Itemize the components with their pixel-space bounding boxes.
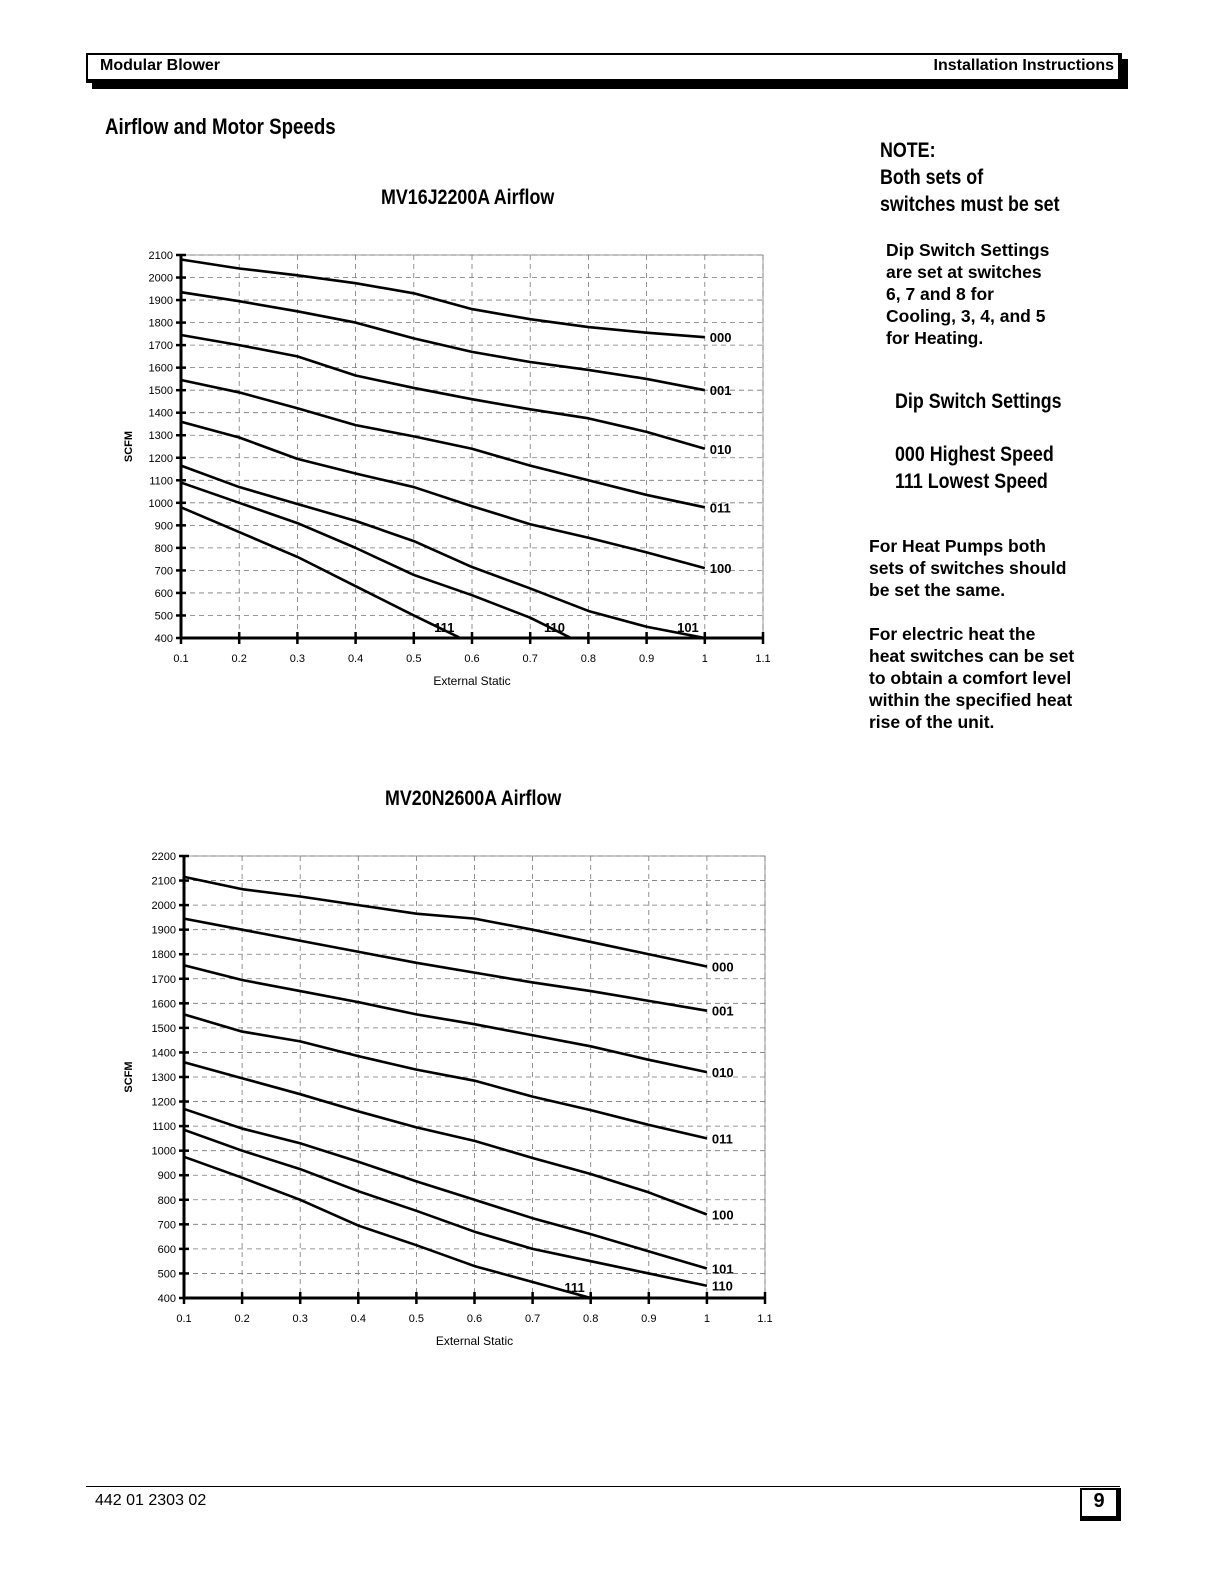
- chart2-series-label-010: 010: [711, 1065, 734, 1081]
- chart1-y-tick-label: 600: [154, 587, 173, 600]
- chart1-y-tick-label: 700: [154, 565, 173, 578]
- speed-lowest: 111 Lowest Speed: [895, 470, 1048, 493]
- chart1-series-line-010: [181, 335, 705, 449]
- text-line: are set at switches: [886, 262, 1042, 282]
- chart2-y-axis-label: SCFM: [123, 1061, 135, 1093]
- chart2-y-tick-label: 1700: [151, 973, 176, 986]
- chart1-x-tick-label: 1: [701, 653, 708, 665]
- chart2-series-line-110: [184, 1130, 707, 1286]
- chart2-y-tick-label: 2100: [151, 875, 176, 888]
- chart1-x-tick-label: 0.7: [522, 653, 538, 665]
- chart2-x-axis-label: External Static: [435, 1334, 514, 1348]
- chart2-y-tick-label: 600: [157, 1243, 176, 1256]
- chart1-series-line-111: [181, 507, 460, 638]
- chart1-x-tick-label: 0.3: [289, 653, 306, 665]
- chart1-y-tick-label: 1600: [148, 362, 173, 375]
- chart1-y-axis-label: SCFM: [123, 430, 135, 463]
- chart2-y-tick-label: 400: [157, 1293, 176, 1305]
- chart2-series-label-000: 000: [711, 959, 734, 975]
- text-line: heat switches can be set: [869, 646, 1075, 666]
- chart1-series-label-010: 010: [709, 441, 732, 457]
- chart2-y-tick-label: 2200: [151, 851, 176, 863]
- chart1-x-tick-label: 0.2: [231, 653, 247, 665]
- chart1-y-tick-label: 1300: [148, 430, 173, 443]
- text-line: 6, 7 and 8 for: [886, 284, 994, 304]
- text-line: sets of switches should: [869, 558, 1067, 578]
- chart1-series-label-101: 101: [677, 620, 699, 635]
- chart1-y-tick-label: 1200: [148, 452, 173, 465]
- chart2-y-tick-label: 1000: [151, 1145, 176, 1158]
- text-line: Dip Switch Settings: [886, 240, 1050, 260]
- note-text: Both sets of: [880, 166, 984, 189]
- chart1-x-tick-label: 0.8: [580, 653, 597, 665]
- chart2-x-tick-label: 0.5: [408, 1313, 425, 1325]
- section-title: Airflow and Motor Speeds: [105, 114, 336, 139]
- chart2-x-tick-label: 1: [703, 1313, 710, 1325]
- text-line: for Heating.: [886, 328, 984, 348]
- dip-title: Dip Switch Settings: [895, 390, 1062, 413]
- header-section: Installation Instructions: [933, 57, 1114, 74]
- chart2-x-tick-label: 0.7: [524, 1313, 541, 1325]
- speed-highest: 000 Highest Speed: [895, 443, 1054, 466]
- chart1-y-tick-label: 1800: [148, 317, 173, 330]
- chart2-y-tick-label: 1600: [151, 998, 176, 1011]
- text-line: rise of the unit.: [869, 712, 995, 732]
- chart2-x-tick-label: 0.3: [292, 1313, 308, 1325]
- chart2-y-tick-label: 500: [157, 1268, 176, 1281]
- chart1-y-tick-label: 1700: [148, 340, 173, 353]
- chart2-x-tick-label: 0.4: [350, 1313, 366, 1325]
- chart2-y-tick-label: 1800: [151, 949, 176, 962]
- chart2-x-tick-label: 0.6: [466, 1313, 483, 1325]
- chart2-y-tick-label: 900: [157, 1170, 176, 1183]
- chart2-y-tick-label: 800: [157, 1194, 176, 1207]
- chart1-series-line-000: [181, 260, 705, 338]
- chart2-series-line-001: [184, 919, 707, 1011]
- chart2-series-line-011: [184, 1014, 707, 1138]
- chart1-title: MV16J2200A Airflow: [381, 186, 555, 209]
- chart1-series-label-001: 001: [709, 383, 732, 399]
- chart1-series-label-111: 111: [434, 620, 455, 635]
- chart1-y-tick-label: 800: [154, 542, 173, 555]
- chart1-y-tick-label: 1100: [149, 475, 173, 488]
- text-line: within the specified heat: [869, 690, 1073, 710]
- chart2-series-line-010: [184, 965, 707, 1072]
- chart2-y-tick-label: 1900: [151, 924, 176, 937]
- chart1-y-tick-label: 400: [154, 633, 173, 645]
- chart2-series-label-111: 111: [564, 1280, 585, 1295]
- chart1-series-line-110: [181, 483, 571, 638]
- chart1-y-tick-label: 1000: [148, 497, 173, 510]
- chart2-y-tick-label: 2000: [151, 900, 176, 913]
- text-line: be set the same.: [869, 580, 1006, 600]
- chart2-x-tick-label: 0.1: [176, 1313, 192, 1325]
- chart1-series-label-000: 000: [709, 330, 732, 346]
- chart2-series-label-001: 001: [711, 1003, 734, 1019]
- chart1-x-axis-label: External Static: [433, 674, 511, 688]
- note-text: switches must be set: [880, 193, 1060, 216]
- chart1-series-label-110: 110: [543, 620, 565, 635]
- chart1-x-tick-label: 0.6: [464, 653, 480, 665]
- chart2-series-label-110: 110: [711, 1278, 733, 1294]
- chart1-y-tick-label: 1500: [148, 385, 173, 398]
- chart2-series-line-000: [184, 877, 707, 967]
- chart1-y-tick-label: 500: [154, 610, 173, 623]
- footer-rule: [86, 1486, 1120, 1487]
- chart1-x-tick-label: 0.9: [638, 653, 655, 665]
- chart1-y-tick-label: 1400: [148, 407, 173, 420]
- note-label: NOTE:: [880, 139, 936, 162]
- chart2-y-tick-label: 700: [157, 1219, 176, 1232]
- chart2-y-tick-label: 1300: [151, 1072, 176, 1084]
- chart1-y-tick-label: 2100: [148, 250, 173, 262]
- chart1-series-label-011: 011: [709, 500, 731, 516]
- document-number: 442 01 2303 02: [95, 1492, 207, 1509]
- chart1-series-line-101: [181, 466, 705, 638]
- header-title: Modular Blower: [100, 57, 221, 74]
- text-line: Cooling, 3, 4, and 5: [886, 306, 1046, 326]
- chart1-x-tick-label: 0.4: [347, 653, 364, 665]
- chart1-y-tick-label: 1900: [148, 295, 173, 308]
- chart2-x-tick-label: 1.1: [757, 1313, 773, 1325]
- chart2-y-tick-label: 1100: [152, 1121, 176, 1134]
- chart1-series-label-100: 100: [709, 561, 732, 577]
- chart1-x-tick-label: 1.1: [755, 653, 771, 665]
- chart1-series-line-001: [181, 292, 705, 390]
- chart2-x-tick-label: 0.8: [583, 1313, 599, 1325]
- page-number: 9: [1080, 1488, 1121, 1521]
- text-line: to obtain a comfort level: [869, 668, 1072, 688]
- chart1-y-tick-label: 2000: [148, 272, 173, 285]
- chart2-y-tick-label: 1500: [151, 1022, 176, 1035]
- text-line: For electric heat the: [869, 624, 1036, 644]
- chart2-title: MV20N2600A Airflow: [385, 787, 562, 810]
- text-line: For Heat Pumps both: [869, 536, 1046, 556]
- chart2-x-tick-label: 0.2: [234, 1313, 250, 1325]
- chart2-series-label-101: 101: [711, 1261, 734, 1277]
- chart2-y-tick-label: 1200: [151, 1096, 176, 1109]
- chart1-y-tick-label: 900: [154, 520, 173, 533]
- chart2-y-tick-label: 1400: [151, 1047, 176, 1060]
- chart2-series-line-111: [184, 1157, 591, 1298]
- chart2-x-tick-label: 0.9: [641, 1313, 657, 1325]
- chart1-x-tick-label: 0.5: [406, 653, 422, 665]
- chart1-x-tick-label: 0.1: [173, 653, 189, 665]
- chart2-series-label-100: 100: [711, 1207, 734, 1223]
- chart2-series-label-011: 011: [711, 1131, 733, 1147]
